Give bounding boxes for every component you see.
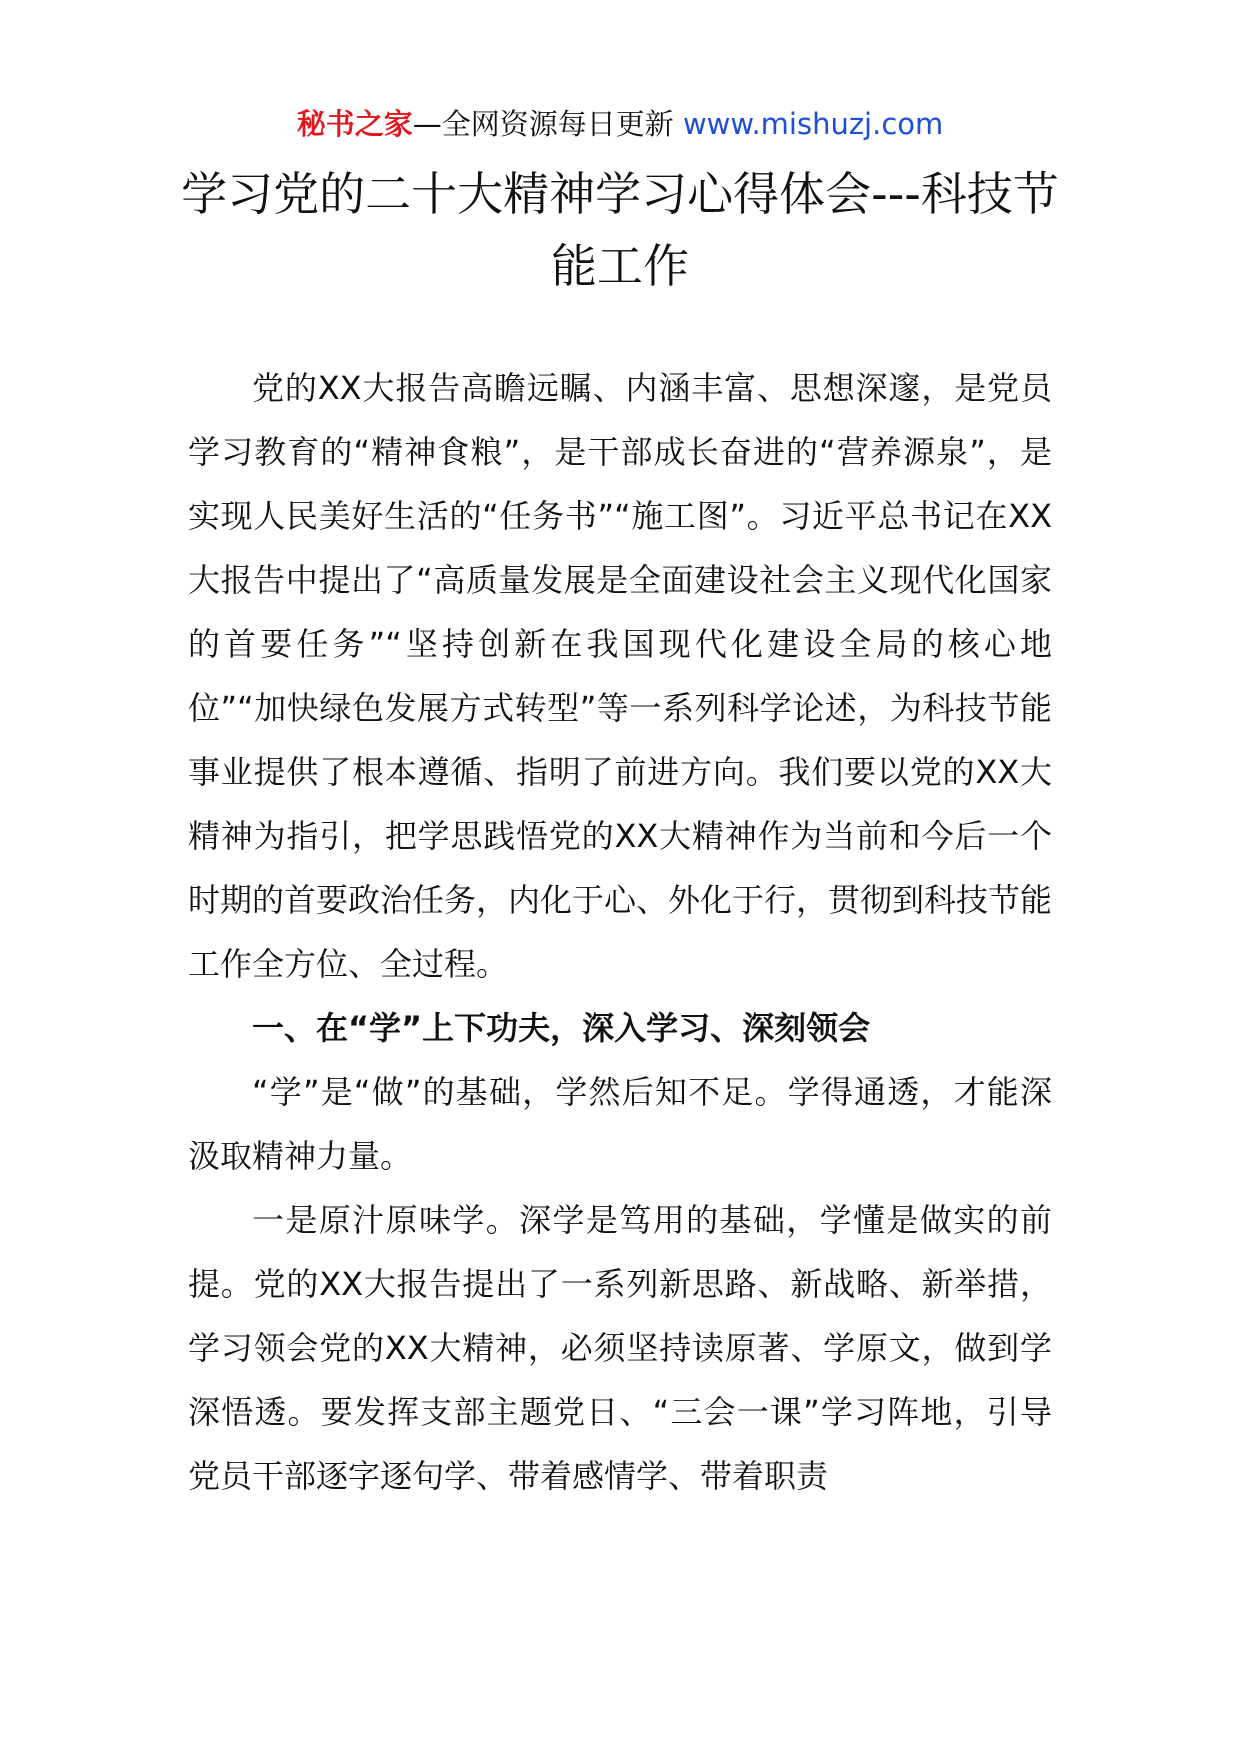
site-header (0, 104, 1240, 144)
header-tagline: —全网资源每日更新 (412, 107, 674, 141)
document-title: 学习党的二十大精神学习心得体会---科技节能工作 (181, 167, 1059, 293)
intro-paragraph: 党的XX大报告高瞻远瞩、内涵丰富、思想深邃，是党员学习教育的“精神食粮”，是干部成长奋进的“营养源泉”，是实现人民美好生活的“任务书”“施工图”。习近平总书记在XX大报告中提出了“高质量发展是全面建设社会主义现代化国家的首要任务”“坚持创新在我国现代化建设全局的核心地位”“加快绿色发展方式转型”等一系列科学论述，为科技节能事业提供了根本遵循、指明了前进方向。我们要以党的XX大精神为指引，把学思践悟党的XX大精神作为当前和今后一个时期的首要政治任务，内化于心、外化于行，贯彻到科技节能工作全方位、全过程。 (188, 369, 1053, 983)
point-1-paragraph: 一是原汁原味学。深学是笃用的基础，学懂是做实的前提。党的XX大报告提出了一系列新思路、新战略、新举措，学习领会党的XX大精神，必须坚持读原著、学原文，做到学深悟透。要发挥支部主题党日、“三会一课”学习阵地，引导党员干部逐字逐句学、带着感情学、带着职责 (188, 1201, 1052, 1495)
section-heading-1: 一、在“学”上下功夫，深入学习、深刻领会 (252, 1009, 871, 1047)
section-1-paragraph: “学”是“做”的基础，学然后知不足。学得通透，才能深汲取精神力量。 (188, 1073, 1052, 1175)
site-url-link[interactable]: www.mishuzj.com (682, 107, 944, 141)
brand-name: 秘书之家 (296, 107, 413, 141)
document-body (188, 356, 1052, 1508)
